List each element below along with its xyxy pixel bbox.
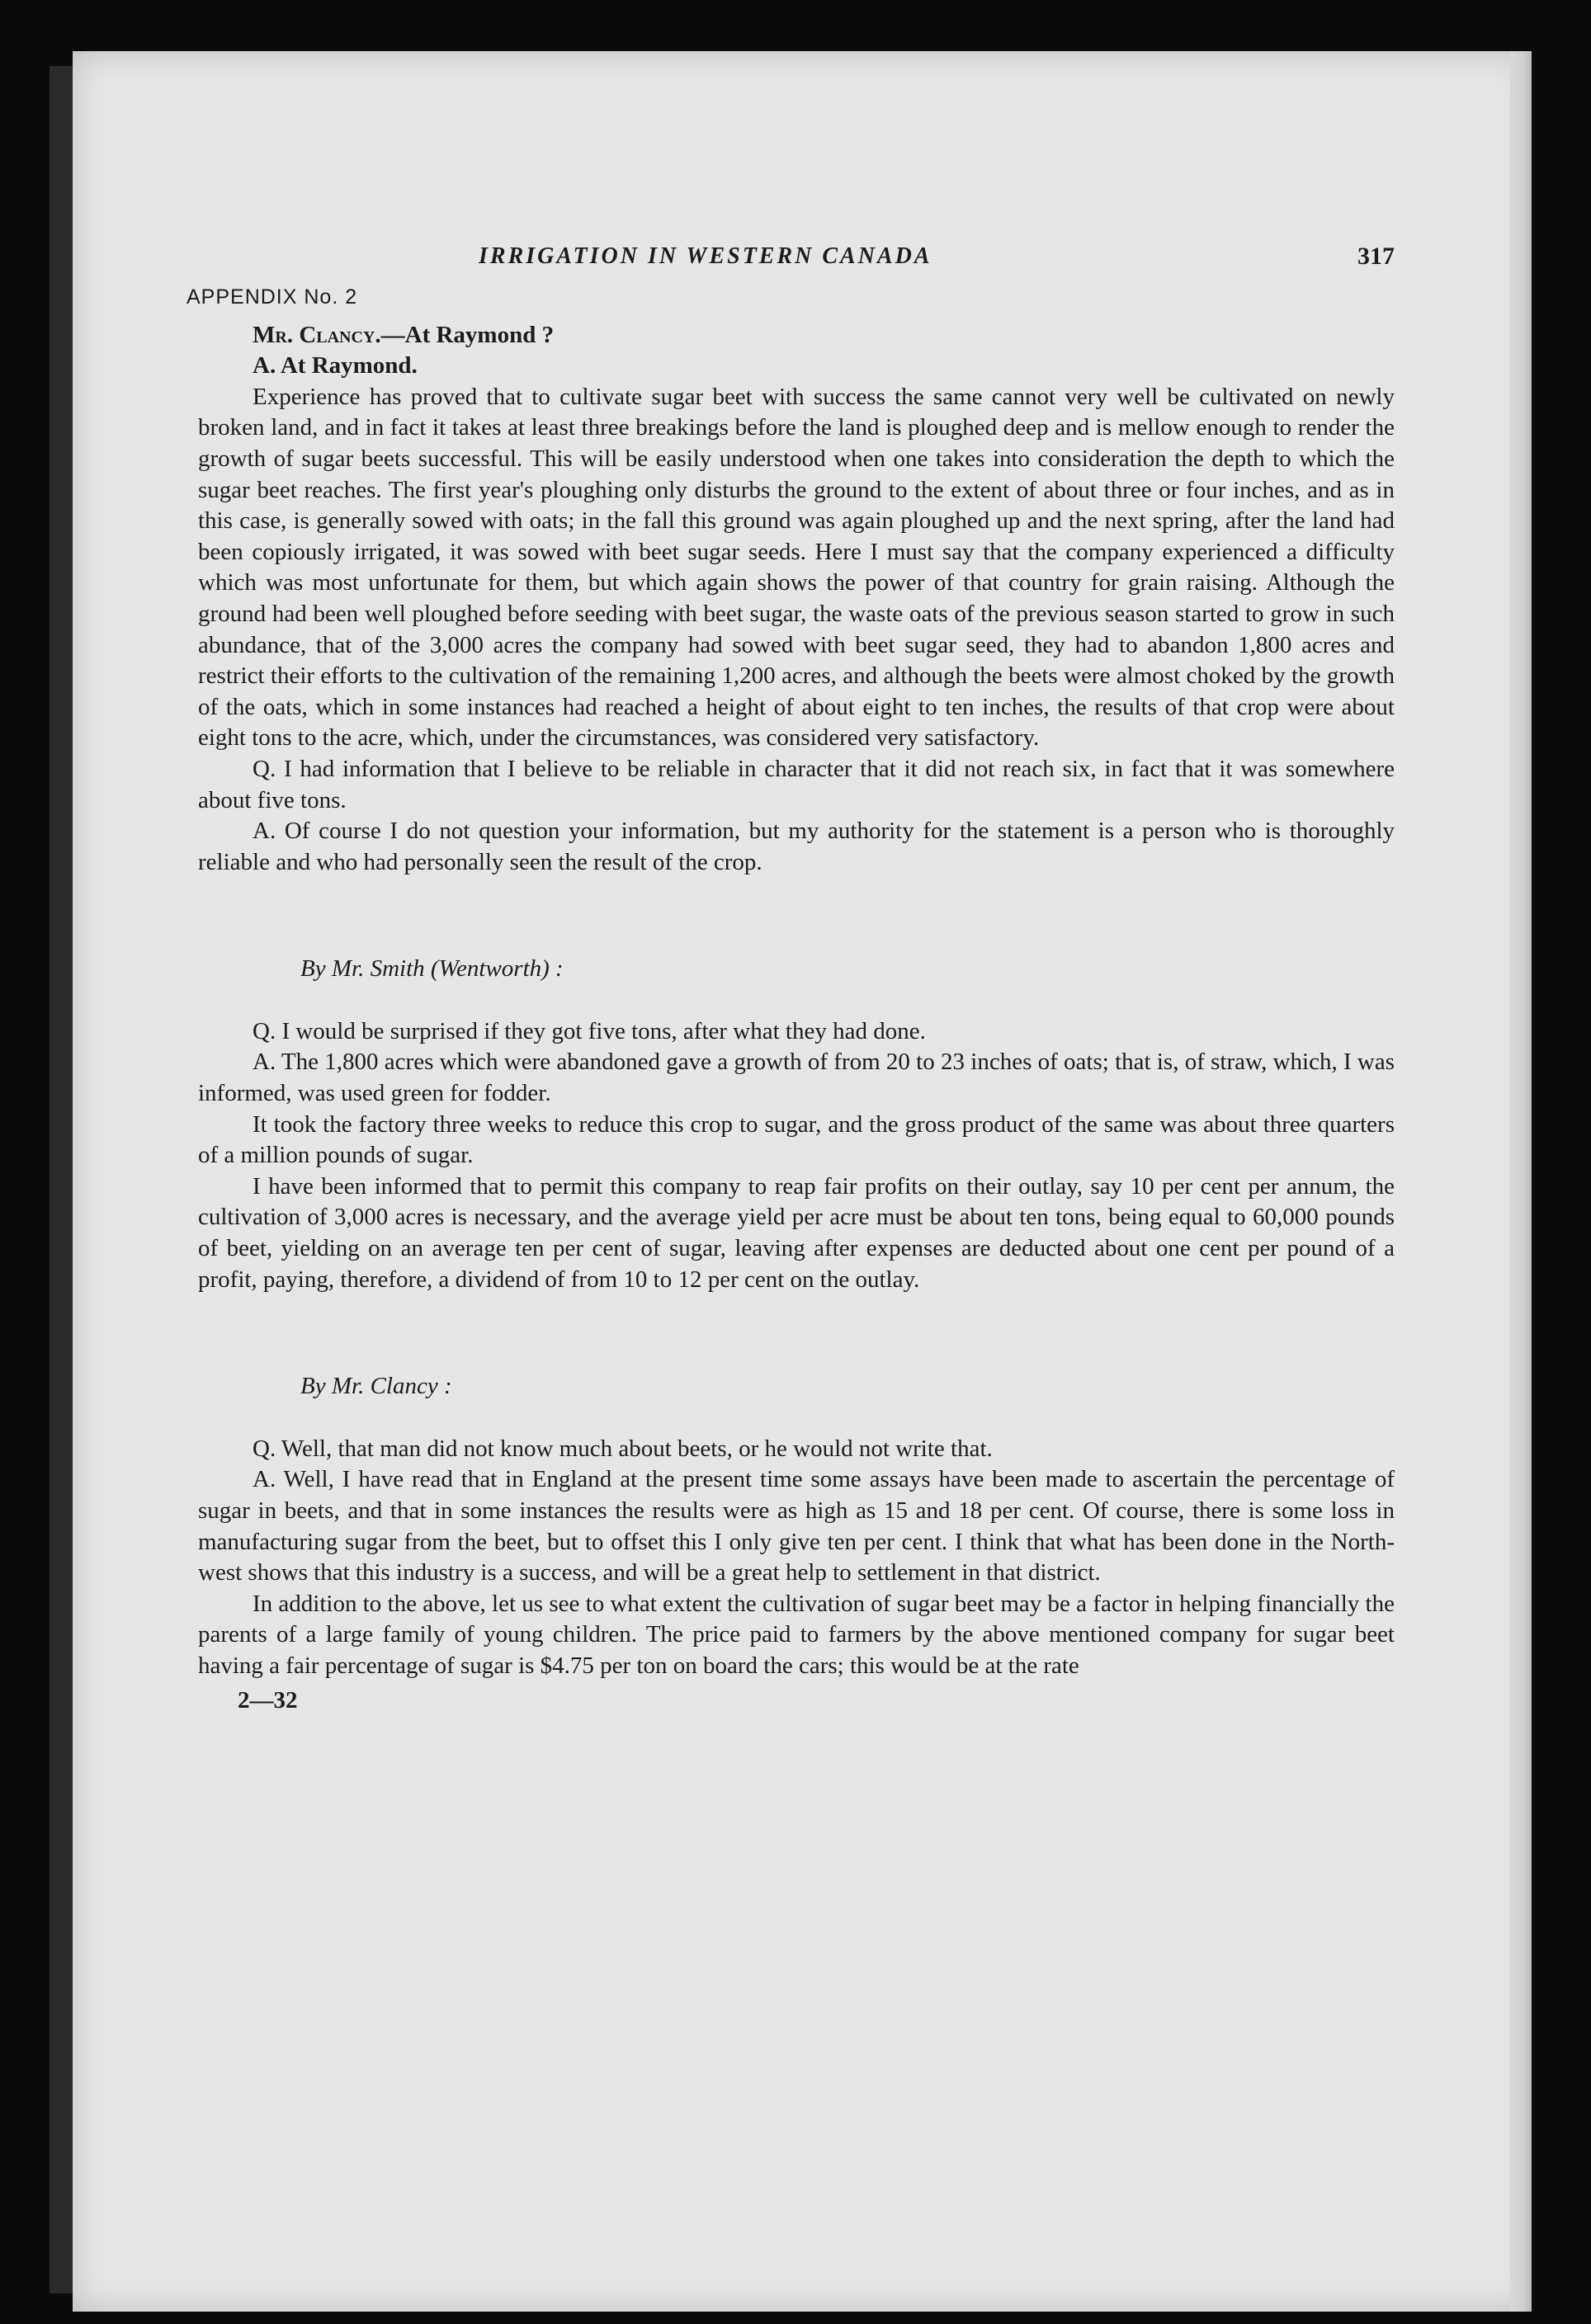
paragraph: A. Of course I do not question your information, but my authority for the statement is a person who is thoroughly reliable and who had personally seen the result of the crop. — [198, 818, 1395, 875]
page-content — [186, 241, 1395, 1716]
opening-question — [198, 320, 1395, 351]
section-heading-clancy: By Mr. Clancy : — [300, 1373, 452, 1400]
question-text: —At Raymond ? — [380, 321, 555, 348]
opening-answer: A. At Raymond. — [253, 352, 418, 379]
appendix-label: APPENDIX No. 2 — [186, 285, 358, 309]
paragraph: It took the factory three weeks to reduce this crop to sugar, and the gross product of the same was about three quarters of a million pounds of sugar. — [198, 1110, 1395, 1169]
paragraph: I have been informed that to permit this company to reap fair profits on their outlay, say 10 per cent per annum, the cultivation of 3,000 acres is necessary, and the average yield per acre must be about ten tons, being equal to 60,000 pounds of beet, yielding on an average ten per cent of sugar, leaving after expenses are deducted about one cent per pound of a profit, paying, therefore, a dividend of from 10 to 12 per cent on the outlay. — [198, 1172, 1395, 1293]
paragraph: A. Well, I have read that in England at the present time some assays have been made to ascertain the percentage of sugar in beets, and that in some instances the results were as high as 15 and 18 per cent. Of course, there is some loss in manufacturing sugar from the beet, but to offset this I only give ten per cent. I think that what has been done in the North-west shows that this industry is a success, and will be a great help to settlement in that district. — [198, 1466, 1395, 1586]
running-title: IRRIGATION IN WESTERN CANADA — [479, 243, 932, 269]
scanned-page — [73, 51, 1532, 2312]
paragraph: Q. I would be surprised if they got five tons, after what they had done. — [253, 1017, 926, 1044]
speaker-name: Mr. Clancy. — [253, 321, 381, 348]
paragraph: Experience has proved that to cultivate sugar beet with success the same cannot very well be cultivated on newly broken land, and in fact it takes at least three breakings before the land is ploughed deep and is mellow enough to render the growth of sugar beets successful. This will be easily understood when one takes into consideration the depth to which the sugar beet reaches. The first year's ploughing only disturbs the ground to the extent of about three or four inches, and as in this case, is generally sowed with oats; in the fall this ground was again ploughed up and the next spring, after the land had been copiously irrigated, it was sowed with beet sugar seeds. Here I must say that the company experienced a difficulty which was most unfortunate for them, but which again shows the power of that country for grain raising. Although the ground had been well ploughed before seeding with beet sugar, the waste oats of the previous season started to grow in such abundance, that of the 3,000 acres the company had sowed with beet sugar seed, they had to abandon 1,800 acres and restrict their efforts to the cultivation of the remaining 1,200 acres, and although the beets were almost choked by the growth of the oats, which in some instances had reached a height of about eight to ten inches, the results of that crop were about eight tons to the acre, which, under the circumstances, was considered very satisfactory. — [198, 383, 1395, 752]
book-spine — [50, 66, 73, 2293]
page-number: 317 — [1357, 243, 1395, 270]
running-head — [198, 241, 1395, 277]
page-edge — [1510, 51, 1532, 2312]
paragraph: Q. Well, that man did not know much about beets, or he would not write that. — [253, 1435, 993, 1462]
paragraph: Q. I had information that I believe to be reliable in character that it did not reach six, in fact that it was somewhere about five tons. — [198, 755, 1395, 813]
signature-mark: 2—32 — [238, 1686, 298, 1714]
section-heading-smith: By Mr. Smith (Wentworth) : — [300, 955, 564, 983]
paragraph: A. The 1,800 acres which were abandoned gave a growth of from 20 to 23 inches of oats; that is, of straw, which, I was informed, was used green for fodder. — [198, 1049, 1395, 1107]
paragraph: In addition to the above, let us see to what extent the cultivation of sugar beet may be a factor in helping financially the parents of a large family of young children. The price paid to farmers by the above mentioned company for sugar beet having a fair percentage of sugar is $4.75 per ton on board the cars; this would be at the rate — [198, 1590, 1395, 1679]
